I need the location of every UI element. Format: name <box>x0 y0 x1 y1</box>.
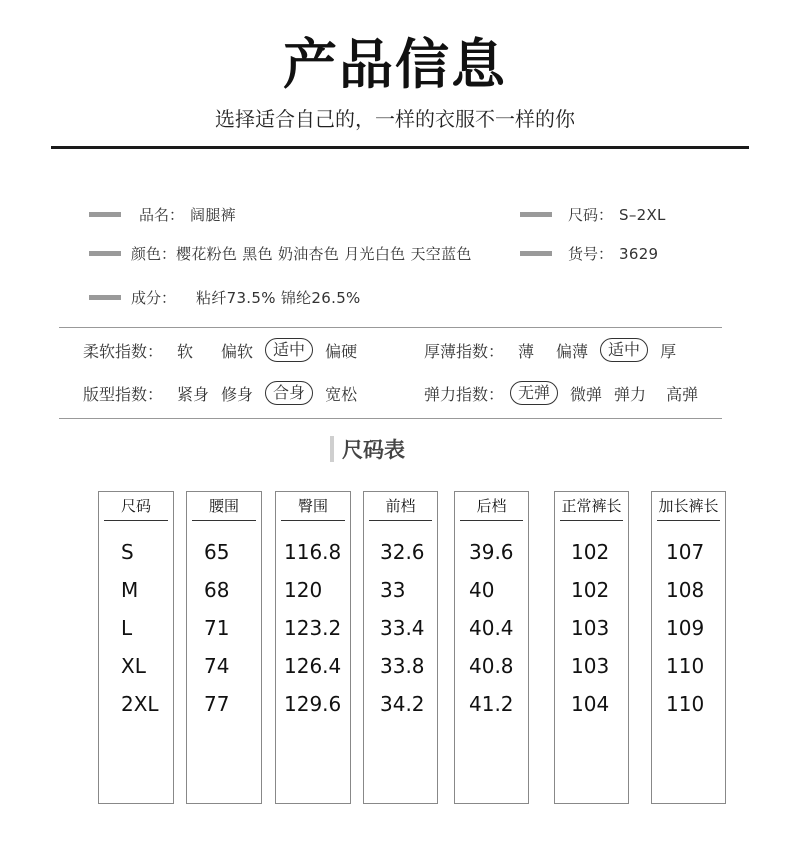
thickness-option-selected: 适中 <box>600 338 648 362</box>
fit-option: 修身 <box>221 384 254 404</box>
bullet-dash <box>89 251 121 256</box>
fit-label: 版型指数： <box>83 384 164 404</box>
size-chart-column-header: 前档 <box>369 492 432 521</box>
size-chart-column <box>554 491 629 804</box>
size-chart-cell: 40 <box>469 578 495 602</box>
color-label: 颜色： <box>131 245 177 263</box>
bullet-dash <box>520 251 552 256</box>
title-divider <box>51 146 749 149</box>
item-no-label: 货号： <box>568 245 614 263</box>
size-chart-column-header: 臀围 <box>281 492 345 521</box>
size-chart-cell: 104 <box>571 692 610 716</box>
bullet-dash <box>89 212 121 217</box>
size-chart-title-text: 尺码表 <box>342 438 405 462</box>
softness-index <box>83 338 369 362</box>
info-row-name <box>89 204 236 225</box>
softness-option: 偏软 <box>221 341 254 361</box>
size-chart-cell: L <box>121 616 133 640</box>
info-row-item-no <box>520 243 658 264</box>
thickness-label: 厚薄指数： <box>424 341 505 361</box>
size-chart-cell: 123.2 <box>284 616 342 640</box>
size-chart-cell: 39.6 <box>469 540 514 564</box>
size-chart-cell: XL <box>121 654 146 678</box>
size-label: 尺码： <box>568 206 614 224</box>
size-chart-cell: 120 <box>284 578 323 602</box>
size-chart-column-header: 后档 <box>460 492 523 521</box>
size-chart-cell: 129.6 <box>284 692 342 716</box>
size-chart-cell: 33.4 <box>380 616 425 640</box>
size-chart-cell: 34.2 <box>380 692 425 716</box>
size-chart-cell: 33.8 <box>380 654 425 678</box>
item-no-value: 3629 <box>619 244 659 263</box>
size-chart-cell: 65 <box>204 540 230 564</box>
size-chart-cell: 41.2 <box>469 692 514 716</box>
page-title: 产品信息 <box>283 33 507 96</box>
softness-option: 软 <box>177 341 194 361</box>
fit-option-selected: 合身 <box>265 381 313 405</box>
thickness-option: 厚 <box>660 341 677 361</box>
title-accent-bar <box>330 436 334 462</box>
elasticity-index <box>424 381 710 405</box>
size-chart-cell: 74 <box>204 654 230 678</box>
elasticity-option: 高弹 <box>666 384 699 404</box>
index-top-rule <box>59 327 722 328</box>
fit-index <box>83 381 369 405</box>
size-chart-column-header: 正常裤长 <box>560 492 623 521</box>
size-chart-cell: M <box>121 578 139 602</box>
size-chart-title <box>330 436 405 462</box>
size-chart-cell: 33 <box>380 578 406 602</box>
size-chart-cell: 110 <box>666 654 705 678</box>
size-chart-cell: 108 <box>666 578 705 602</box>
size-chart-cell: 32.6 <box>380 540 425 564</box>
softness-option-selected: 适中 <box>265 338 313 362</box>
size-chart-column <box>651 491 726 804</box>
elasticity-label: 弹力指数： <box>424 384 505 404</box>
name-value: 阔腿裤 <box>190 206 236 224</box>
softness-option: 偏硬 <box>325 341 358 361</box>
elasticity-option: 微弹 <box>570 384 603 404</box>
size-chart-column-header: 尺码 <box>104 492 168 521</box>
size-chart-cell: 103 <box>571 616 610 640</box>
size-chart-column <box>363 491 438 804</box>
index-bottom-rule <box>59 418 722 419</box>
composition-label: 成分： <box>131 289 177 307</box>
thickness-index <box>424 338 688 362</box>
fit-option: 紧身 <box>177 384 210 404</box>
size-chart-cell: 68 <box>204 578 230 602</box>
size-chart-cell: 126.4 <box>284 654 342 678</box>
color-value: 樱花粉色 黑色 奶油杏色 月光白色 天空蓝色 <box>176 245 472 263</box>
composition-value: 粘纤73.5% 锦纶26.5% <box>196 289 361 307</box>
size-chart-column-header: 加长裤长 <box>657 492 720 521</box>
name-label: 品名： <box>139 206 185 224</box>
info-row-composition <box>89 287 361 308</box>
thickness-option: 薄 <box>518 341 535 361</box>
size-chart-column <box>454 491 529 804</box>
size-chart-cell: 77 <box>204 692 230 716</box>
info-row-size <box>520 204 666 225</box>
size-chart-cell: 40.8 <box>469 654 514 678</box>
size-chart-cell: 109 <box>666 616 705 640</box>
size-chart-cell: 103 <box>571 654 610 678</box>
size-chart-column <box>186 491 262 804</box>
elasticity-option-selected: 无弹 <box>510 381 558 405</box>
page-subtitle: 选择适合自己的，一样的衣服不一样的你 <box>215 107 575 131</box>
thickness-option: 偏薄 <box>556 341 589 361</box>
size-chart-cell: 2XL <box>121 692 159 716</box>
size-chart-cell: 102 <box>571 578 610 602</box>
elasticity-option: 弹力 <box>614 384 647 404</box>
size-chart-cell: 71 <box>204 616 230 640</box>
size-chart-cell: 110 <box>666 692 705 716</box>
size-chart-cell: 102 <box>571 540 610 564</box>
size-chart-cell: 107 <box>666 540 705 564</box>
bullet-dash <box>520 212 552 217</box>
size-value: S–2XL <box>619 205 666 224</box>
size-chart-column <box>98 491 174 804</box>
size-chart-cell: 40.4 <box>469 616 514 640</box>
size-chart-column <box>275 491 351 804</box>
info-row-color <box>89 243 472 264</box>
size-chart-column-header: 腰围 <box>192 492 256 521</box>
softness-label: 柔软指数： <box>83 341 164 361</box>
size-chart-cell: S <box>121 540 134 564</box>
fit-option: 宽松 <box>325 384 358 404</box>
bullet-dash <box>89 295 121 300</box>
size-chart-cell: 116.8 <box>284 540 342 564</box>
